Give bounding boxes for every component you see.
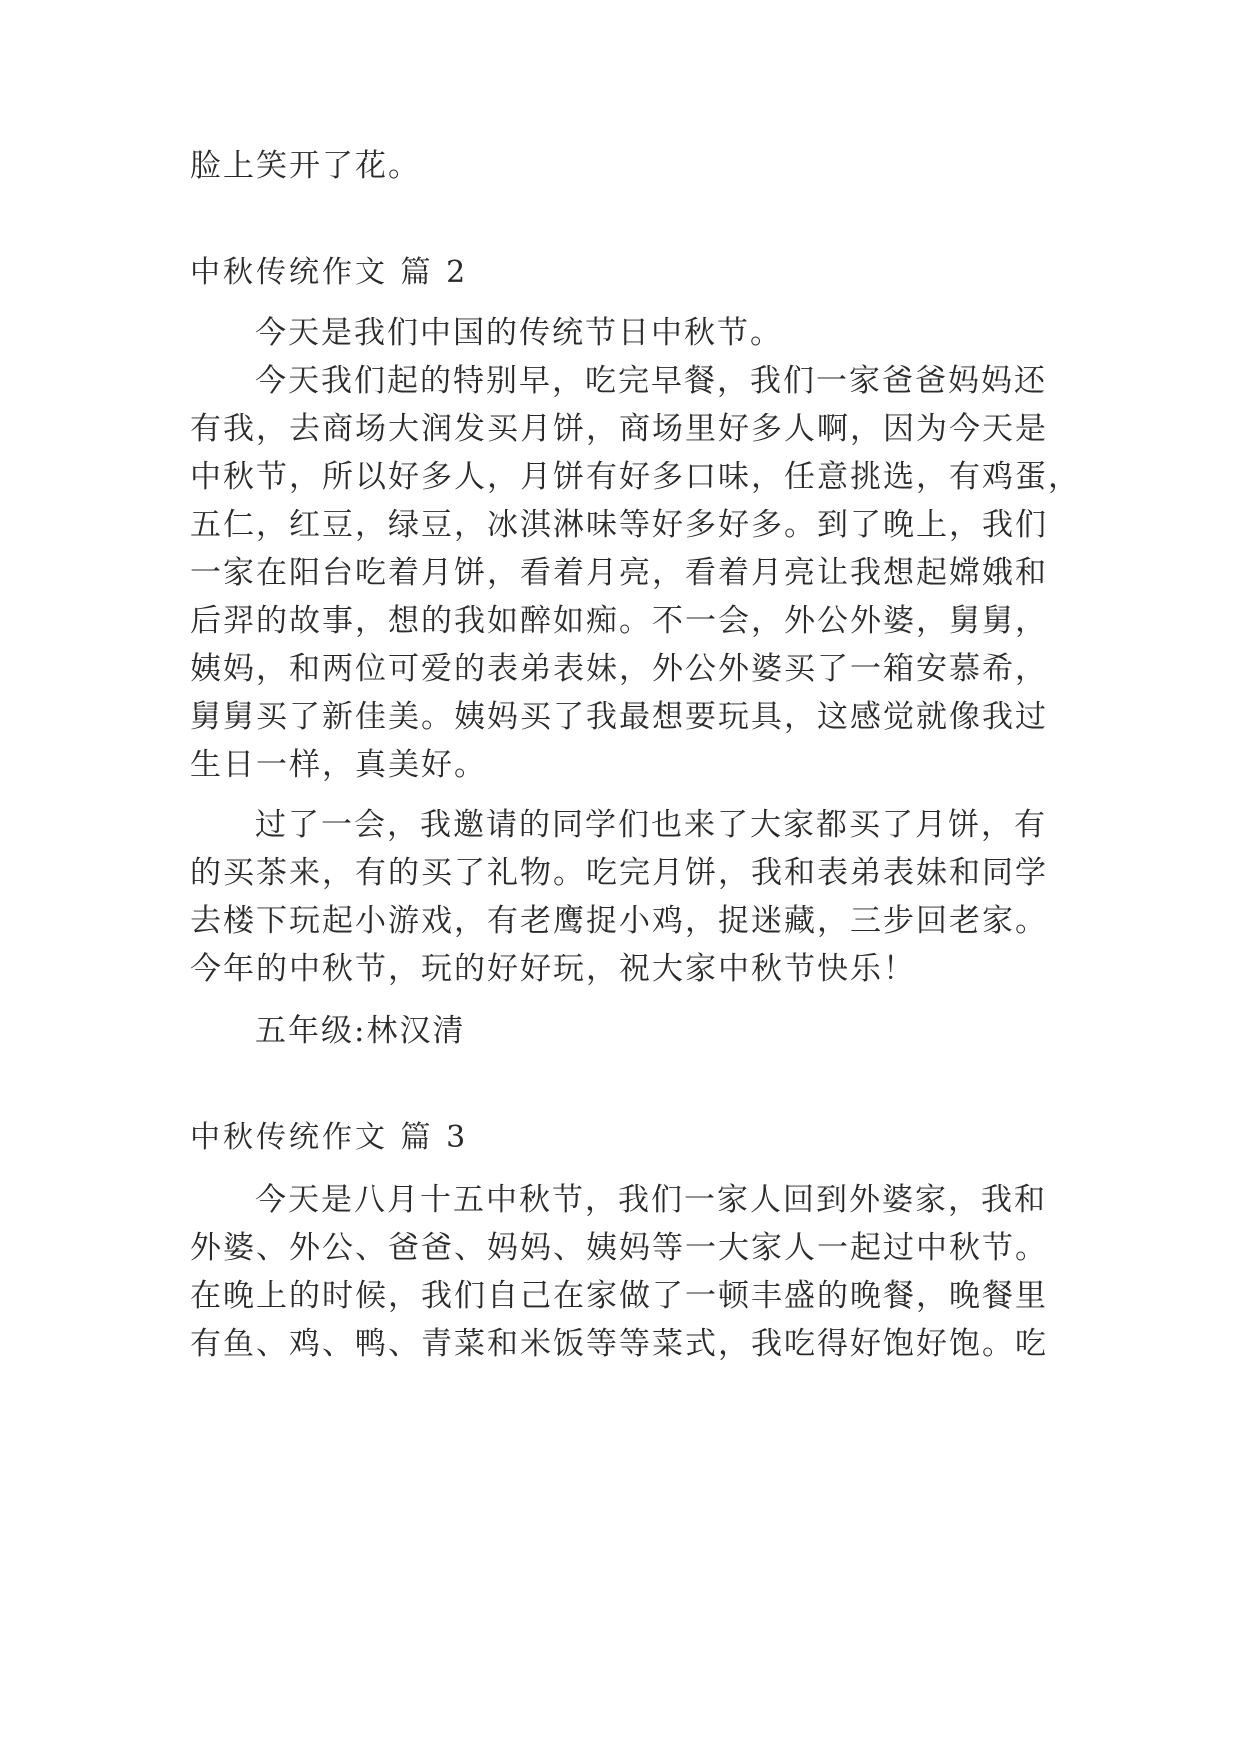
- text-line: 今天我们起的特别早，吃完早餐，我们一家爸爸妈妈还: [255, 363, 1047, 399]
- text-line: 中秋节，所以好多人，月饼有好多口味，任意挑选，有鸡蛋，: [190, 459, 1081, 495]
- essay-heading: 中秋传统作文 篇 2: [190, 255, 469, 290]
- text-line: 今年的中秋节，玩的好好玩，祝大家中秋节快乐！: [190, 951, 916, 987]
- text-line: 姨妈，和两位可爱的表弟表妹，外公外婆买了一箱安慕希，: [190, 651, 1048, 687]
- text-line: 今天是八月十五中秋节，我们一家人回到外婆家，我和: [255, 1182, 1047, 1218]
- text-line: 后羿的故事，想的我如醉如痴。不一会，外公外婆，舅舅，: [190, 603, 1048, 639]
- essay-heading: 中秋传统作文 篇 3: [190, 1120, 469, 1155]
- author-signature: 五年级:林汉清: [255, 1013, 466, 1049]
- text-line: 有鱼、鸡、鸭、青菜和米饭等等菜式，我吃得好饱好饱。吃: [190, 1326, 1048, 1362]
- text-line: 去楼下玩起小游戏，有老鹰捉小鸡，捉迷藏，三步回老家。: [190, 903, 1048, 939]
- text-line: 一家在阳台吃着月饼，看着月亮，看着月亮让我想起嫦娥和: [190, 555, 1048, 591]
- text-line: 生日一样，真美好。: [190, 747, 487, 783]
- text-line: 五仁，红豆，绿豆，冰淇淋味等好多好多。到了晚上，我们: [190, 507, 1048, 543]
- text-line: 舅舅买了新佳美。姨妈买了我最想要玩具，这感觉就像我过: [190, 699, 1048, 735]
- text-line: 脸上笑开了花。: [190, 148, 421, 184]
- text-line: 过了一会，我邀请的同学们也来了大家都买了月饼，有: [255, 807, 1047, 843]
- text-line: 今天是我们中国的传统节日中秋节。: [255, 315, 783, 351]
- text-line: 的买茶来，有的买了礼物。吃完月饼，我和表弟表妹和同学: [190, 855, 1048, 891]
- text-line: 外婆、外公、爸爸、妈妈、姨妈等一大家人一起过中秋节。: [190, 1230, 1048, 1266]
- text-line: 在晚上的时候，我们自己在家做了一顿丰盛的晚餐，晚餐里: [190, 1278, 1048, 1314]
- text-line: 有我，去商场大润发买月饼，商场里好多人啊，因为今天是: [190, 411, 1048, 447]
